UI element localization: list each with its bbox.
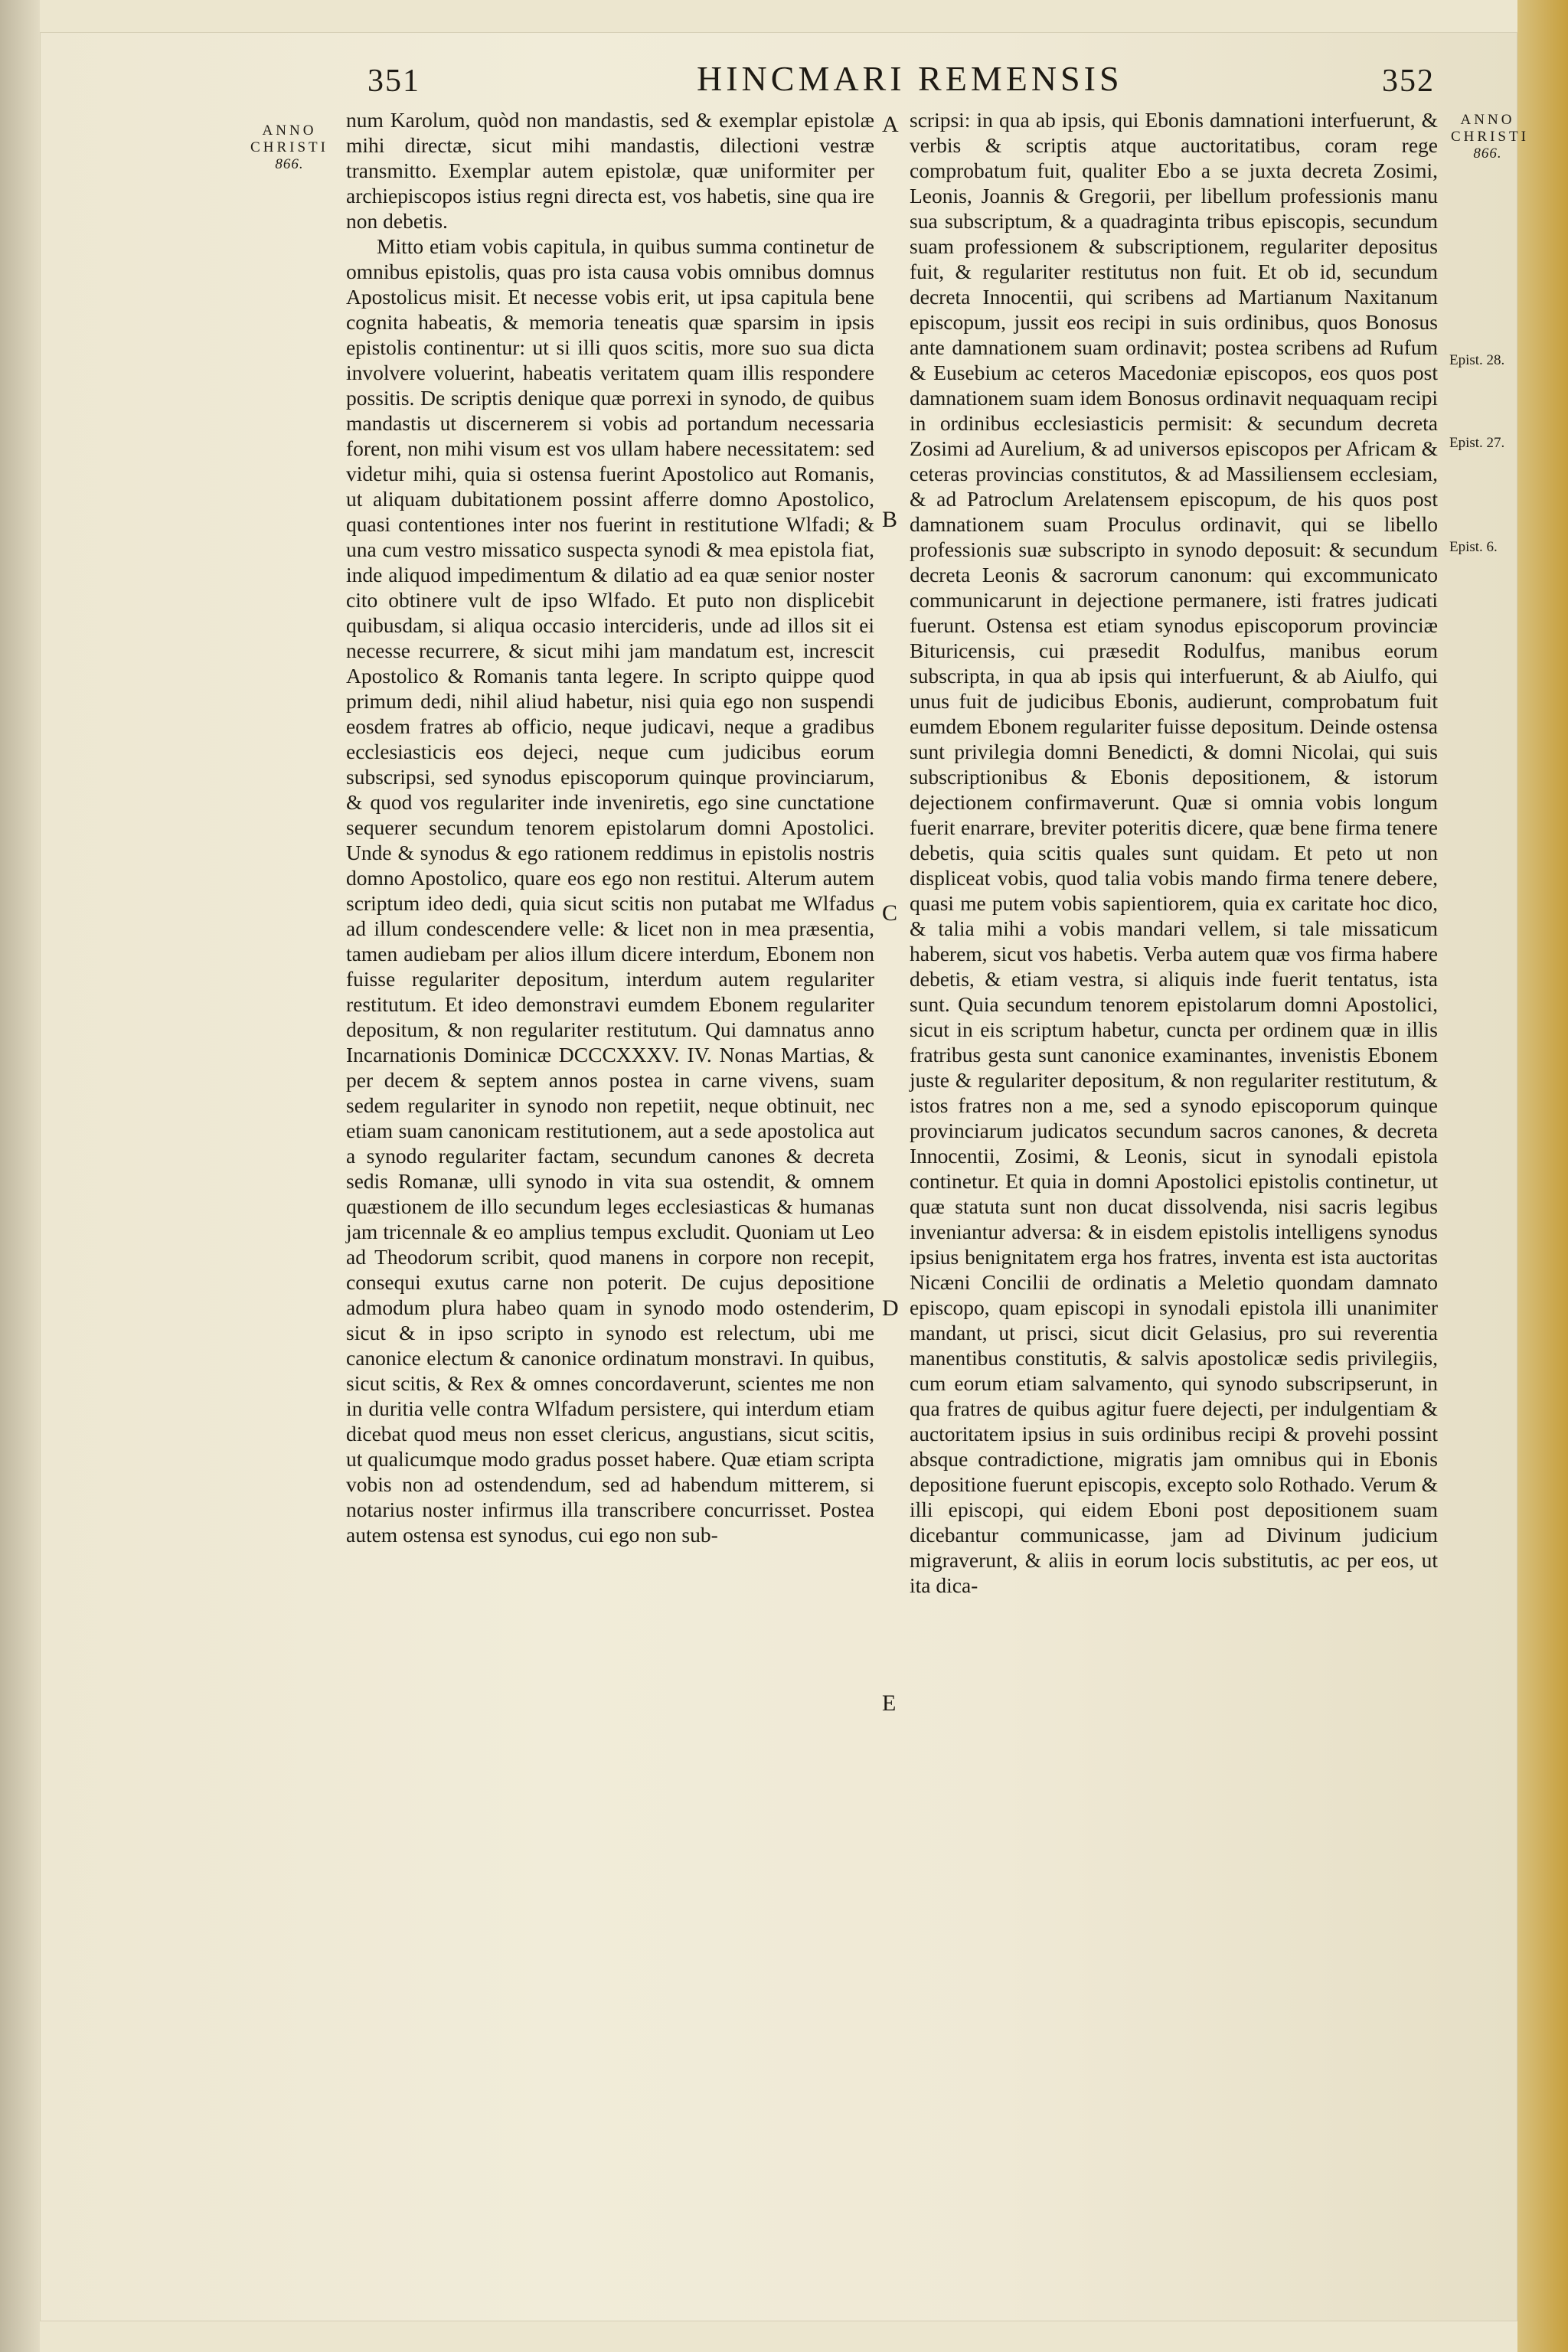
margin-anno-word: ANNO (1460, 112, 1515, 128)
text-paragraph: Mitto etiam vobis capitula, in quibus summa continetur de omnibus epistolis, quas pro ista causa vobis omnibus domnus Apostolicus misit. Et necesse vobis erit, ut ipsa capitula bene cognita habeatis, & memoria teneatis quæ sparsim in ipsis epistolis continentur: ut si illi quos scitis, more suo sua dicta involvere voluerint, habeatis veritatem quam illis respondere possitis. De scriptis denique quæ porrexi in synodo, de quibus mandastis ut discernerem si vobis ad portandum necessaria forent, non mihi visum est vos ullam habere necessitatem: sed videtur mihi, quia si ostensa fuerint Apostolico aut Romanis, ut aliquam dubitationem possint afferre domno Apostolico, quasi contentiones inter nos fuerint in restitutione Wlfadi; & una cum vestro missatico suspecta synodi & mea epistola fiat, inde aliquod impedimentum & dilatio ad ea quæ senior noster cito obtinere vult de ipso Wlfado. Et puto non displicebit quibusdam, si aliqua occasio intercideris, unde ad illos sit ei necesse recurrere, & sicut mihi jam mandatum est, increscit Apostolico & Romanis tanta legere. In scripto quippe quod primum dedi, nihil aliud habetur, nisi quia ego non suspendi eosdem fratres ab officio, neque judicavi, neque a gradibus ecclesiasticis eos dejeci, neque cum judicibus eorum subscripsi, sed synodus episcoporum quinque provinciarum, & quod vos regulariter inde inveniretis, ego sine cunctatione sequerer secundum tenorem epistolarum domni Apostolici. Unde & synodus & ego rationem reddimus in epistolis nostris domno Apostolico, quare eos ego non restitui. Alterum autem scriptum ideo dedi, quia sicut scitis non putabat me Wlfadus ad illum condescendere velle: & licet non in mea præsentia, tamen audiebam per alios illum dicere interdum, Ebonem non fuisse regulariter depositum, interdum autem regulariter restitutum. Et ideo demonstravi eumdem Ebonem regulariter depositum, & non regulariter restitutum. Qui damnatus anno Incarnationis Dominicæ DCCCXXXV. IV. Nonas Martias, & per decem & septem annos postea in carne vivens, suam sedem regulariter in synodo non repetiit, neque obtinuit, nec etiam suam canonicam restitutionem, aut a sede apostolica aut a synodo regulariter factam, secundum canones & decreta sedis Romanæ, ulli synodo in vita sua ostendit, & omnem quæstionem de illo secundum leges ecclesiasticas & humanas jam tricennale & eo amplius tempus excludit. Quoniam ut Leo ad Theodorum scribit, quod manens in corpore non recepit, consequi exutus carne non poterit. De cujus depositione admodum plura habeo quam in synodo modo ostenderim, sicut & in ipso scripto in synodo est relectum, ubi me canonice electum & canonice ordinatum monstravi. In quibus, sicut scitis, & Rex & omnes concordaverunt, scientes me non in duritia velle contra Wlfadum persistere, qui interdum etiam dicebat quod meus non esset clericus, angustians, sicut scitis, ut qualicumque modo gradus posset habere. Quæ etiam scripta vobis non ad ostendendum, sed ad habendum mitterem, si notarius noster infirmus illa transcribere concurrisset. Postea autem ostensa est synodus, cui ego non sub- (346, 234, 874, 1547)
text-paragraph: num Karolum, quòd non mandastis, sed & exemplar epistolæ mihi directæ, sicut mihi mandastis, dilectioni vestræ transmitto. Exemplar autem epistolæ, quæ uniformiter per archiepiscopos istius regni directa est, vos habetis, sine qua ire non debetis. (346, 108, 874, 233)
epistle-reference: Epist. 27. (1449, 435, 1505, 451)
section-letter-a: A (882, 112, 899, 137)
text-paragraph: scripsi: in qua ab ipsis, qui Ebonis damnationi interfuerunt, & verbis & scriptis atque auctoritatibus, coram rege comprobatum fuit, qualiter Ebo a se juxta decreta Zosimi, Leonis, Joannis & Gregorii, per libellum professionis manu sua subscriptum, & a quadraginta tribus episcopis, secundum suam professionem & subscriptionem, regulariter depositus fuit, & regulariter restitutus non fuit. Et ob id, secundum decreta Innocentii, qui scribens ad Martianum Naxitanum episcopum, jussit eos recipi in suis ordinibus, quos Bonosus ante damnationem suam ordinavit; postea scribens ad Rufum & Eusebium ac ceteros Macedoniæ episcopos, eos quos post damnationem suam idem Bonosus ordinavit nequaquam recipi in ordinibus ecclesiasticis permisit: & secundum decreta Zosimi ad Aurelium, & ad universos episcopos per Africam & ceteras provincias constitutos, & ad Massiliensem ecclesiam, & ad Patroclum Arelatensem episcopum, de his quos post damnationem suam Proculus ordinavit, qui se libello professionis suæ subscripto in synodo deposuit: & secundum decreta Leonis & sacrorum canonum: qui excommunicato communicarunt in dejectione permanere, isti fratres judicati fuerunt. Ostensa est etiam synodus episcoporum provinciæ Bituricensis, cui præsedit Rodulfus, manibus eorum subscripta, in qua ab ipsis qui interfuerunt, & ab Aiulfo, qui unus fuit de judicibus Ebonis, audierunt, comprobatum fuit eumdem Ebonem regulariter fuisse depositum. Deinde ostensa sunt privilegia domni Benedicti, & domni Nicolai, qui suis subscriptionibus & Ebonis depositionem, & istorum dejectionem confirmaverunt. Quæ si omnia vobis longum fuerit enarrare, breviter poteritis dicere, quæ bene firma tenere debetis, quia scitis quales sunt quidam. Et peto ut non displiceat vobis, quod talia vobis mando firma tenere debere, quasi me putem vobis sapientiorem, quia ex caritate hoc dico, & talia mihi a vobis mandari vellem, si tale missaticum haberem, sicut vos habetis. Verba autem quæ vos firma habere debetis, & etiam vestra, si aliquis inde fuerit tentatus, ista sunt. Quia secundum tenorem epistolarum domni Apostolici, sicut in eis scriptum habetur, cuncta per ordinem quæ in illis fratribus gesta sunt canonice examinantes, invenistis Ebonem juste & regulariter depositum, & non regulariter restitutum, & istos fratres non a me, sed a synodo episcoporum quinque provinciarum judicatos secundum sacros canones, & decreta Innocentii, Zosimi, & Leonis, sicut in synodali epistola continetur. Et quia in domni Apostolici epistolis continetur, ut quæ statuta sunt non ducat dissolvenda, nisi sacris legibus inveniantur adversa: & in eisdem epistolis intelligens synodus ipsius benignitatem erga hos fratres, inventa est ista auctoritas Nicæni Concilii de ordinatis a Meletio quondam damnato episcopo, quam episcopi in synodali epistola illi unanimiter mandant, ut prisci, sicut dicit Gelasius, pro sui reverentia manentibus constitutis, & salvis apostolicæ sedis privilegiis, cum eorum etiam salvamento, qui synodo subscripserunt, in qua fratres de quibus agitur fuere dejecti, per indulgentiam & auctoritatem ipsius in suis ordinibus recipi & provehi possint absque contradictione, migratis jam omnibus qui in Ebonis depositione fuerunt episcopis, excepto solo Rothado. Verum & illi episcopi, qui eidem Eboni post depositionem suam dicebantur communicasse, jam ad Divinum judicium migraverunt, & aliis in eorum locis substitutis, ac per eos, ut ita dica- (910, 108, 1438, 1597)
page-number-right: 352 (1382, 64, 1435, 99)
margin-year-note-right (1451, 112, 1529, 162)
section-letter-c: C (882, 900, 898, 926)
epistle-reference: Epist. 6. (1449, 539, 1498, 555)
section-letter-e: E (882, 1690, 897, 1716)
left-text-column (346, 107, 874, 1547)
margin-year-note-left (243, 122, 335, 173)
margin-anno-word: ANNO (262, 122, 317, 139)
section-letter-d: D (882, 1295, 899, 1321)
right-text-column (910, 107, 1438, 1598)
margin-christi-word: CHRISTI (250, 139, 328, 155)
margin-year: 866. (275, 156, 304, 172)
margin-christi-word: CHRISTI (1451, 129, 1529, 145)
margin-year: 866. (1473, 145, 1502, 162)
page-number-left: 351 (368, 64, 420, 99)
running-head: HINCMARI REMENSIS (697, 59, 1123, 98)
epistle-reference: Epist. 28. (1449, 352, 1505, 368)
page-edge (1517, 0, 1568, 2352)
section-letter-b: B (882, 507, 898, 532)
binding-shadow (0, 0, 40, 2352)
